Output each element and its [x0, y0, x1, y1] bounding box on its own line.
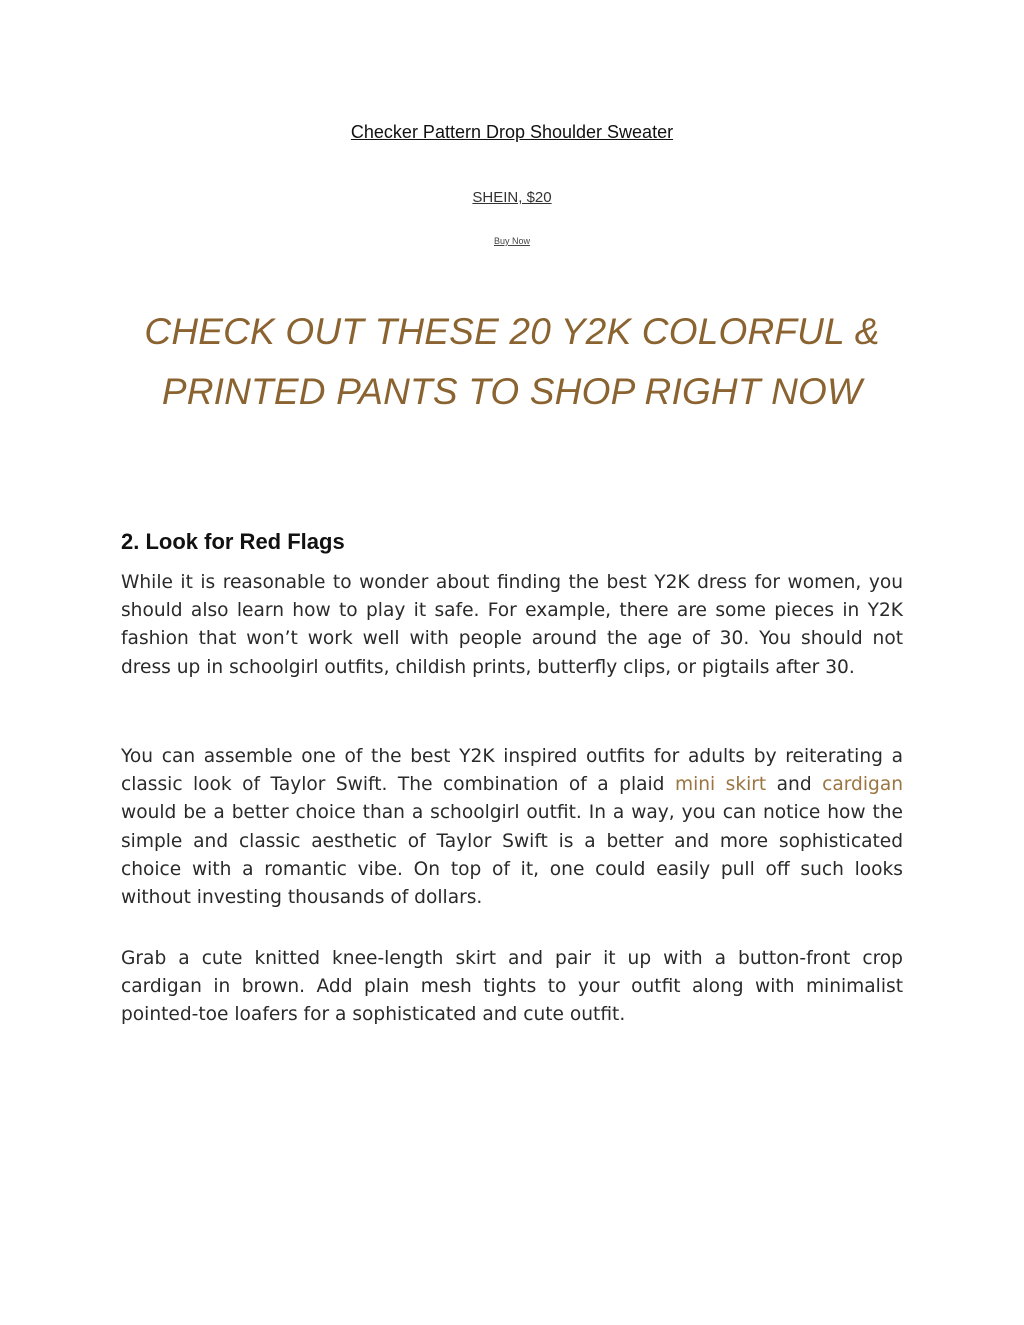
- promo-banner-line-1: CHECK OUT THESE 20 Y2K COLORFUL &: [144, 311, 880, 352]
- cardigan-link[interactable]: cardigan: [822, 774, 903, 796]
- promo-banner-line-2: PRINTED PANTS TO SHOP RIGHT NOW: [161, 371, 863, 412]
- paragraph-taylor-swift: [121, 743, 903, 912]
- product-price-link[interactable]: SHEIN, $20: [472, 189, 552, 206]
- paragraph-text: would be a better choice than a schoolgirl outfit. In a way, you can notice how the simple and classic aesthetic of Taylor Swift is a better and more sophisticated choice with a romantic vibe. On top of it, one could easily pull off such looks without investing thousands of dollars.: [121, 802, 903, 909]
- paragraph-text: You can assemble one of the best Y2K inspired outfits for adults by reiterating a classic look of Taylor Swift. The combination of a plaid: [121, 746, 903, 796]
- paragraph-text: and: [766, 774, 823, 796]
- promo-banner-heading: [121, 302, 903, 422]
- paragraph-red-flags: While it is reasonable to wonder about finding the best Y2K dress for women, you should also learn how to play it safe. For example, there are some pieces in Y2K fashion that won’t work well with people around the age of 30. You should not dress up in schoolgirl outfits, childish prints, butterfly clips, or pigtails after 30.: [121, 572, 903, 678]
- product-title-link[interactable]: Checker Pattern Drop Shoulder Sweater: [350, 122, 674, 142]
- mini-skirt-link[interactable]: mini skirt: [674, 774, 767, 796]
- section-heading: 2. Look for Red Flags: [121, 529, 345, 555]
- buy-now-link[interactable]: Buy Now: [493, 236, 530, 246]
- paragraph-outfit-suggestion: Grab a cute knitted knee-length skirt and pair it up with a button-front crop cardigan in brown. Add plain mesh tights to your outfit along with minimalist pointed-toe loafers for a sophisticated and cute outfit.: [121, 948, 903, 1026]
